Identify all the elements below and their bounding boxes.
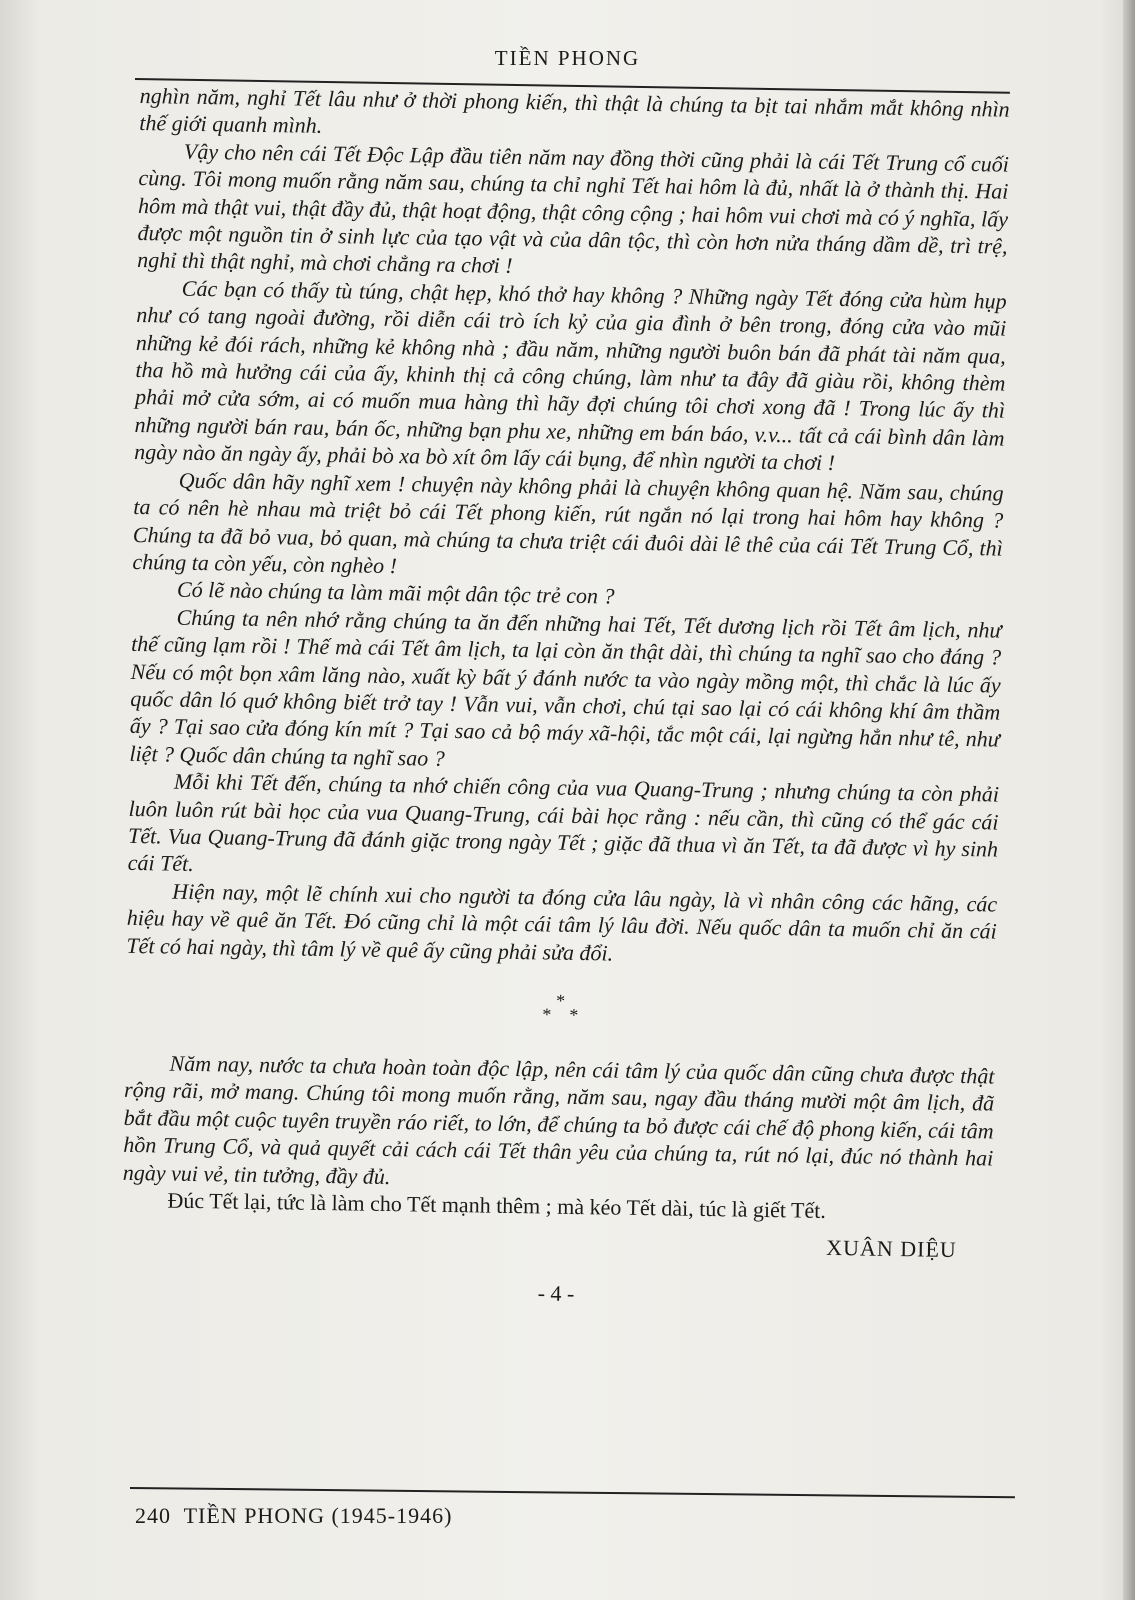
closing-line: Đúc Tết lại, tức là làm cho Tết mạnh thêm ; mà kéo Tết dài, túc là giết Tết. <box>167 1187 827 1223</box>
paragraph: Quốc dân hãy nghĩ xem ! chuyện này không phải là chuyện không quan hệ. Năm sau, chúng ta có nên hè nhau mà triệt bỏ cái Tết phong kiến, rút ngắn nó lại trong hai hôm hay không ? Chúng ta đã bỏ vua, bỏ quan, mà chúng ta chưa triệt cái đuôi dài lê thê của cái Tết Trung Cổ, thì chúng ta còn yếu, còn nghèo ! <box>132 467 1004 579</box>
section-separator <box>125 987 995 1029</box>
binding-edge <box>1123 0 1135 1600</box>
paragraph: Vậy cho nên cái Tết Độc Lập đầu tiên năm nay đồng thời cũng phải là cái Tết Trung cổ cuối cùng. Tôi mong muốn rằng năm sau, chúng ta chỉ nghỉ Tết hai hôm là đủ, nhất là ở thành thị. Hai hôm mà thật vui, thật đầy đủ, thật hoạt động, thật công cộng ; hai hôm vui chơi mà có ý nghĩa, lấy được một nguồn tin ở sinh lực của tạo vật và của dân tộc, thì còn hơn nửa tháng dầm dề, trì trệ, nghỉ thì thật nghỉ, mà chơi chẳng ra chơi ! <box>137 138 1010 279</box>
paragraph: Năm nay, nước ta chưa hoàn toàn độc lập, nên cái tâm lý của quốc dân cũng chưa được thật rộng rãi, mở mang. Chúng tôi mong muốn rằng, năm sau, ngay đầu tháng mười một âm lịch, đã bắt đầu một cuộc tuyên truyền ráo riết, to lớn, để chúng ta bỏ được cái chế độ phong kiến, cái tâm hồn Trung Cổ, và quả quyết cải cách cái Tết thân yêu của chúng ta, rút nó lại, đúc nó thành hai ngày vui vẻ, tin tưởng, đầy đủ. <box>122 1050 995 1189</box>
article-body <box>121 82 1010 1314</box>
paragraph: Có lẽ nào chúng ta làm mãi một dân tộc trẻ con ? <box>176 576 615 609</box>
paragraph: Mỗi khi Tết đến, chúng ta nhớ chiến công của vua Quang-Trung ; nhưng chúng ta còn phải luôn luôn rút bài học của vua Quang-Trung, cái bài học rằng : nếu cần, thì cũng có thể gác cái Tết. Vua Quang-Trung đã đánh giặc trong ngày Tết ; giặc đã thua vì ăn Tết, ta đã được vì hy sinh cái Tết. <box>127 768 1000 877</box>
page-number: - 4 - <box>537 1280 575 1306</box>
author-signature: XUÂN DIỆU <box>825 1235 957 1263</box>
separator-star: * <box>542 1004 552 1025</box>
paragraph: Chúng ta nên nhớ rằng chúng ta ăn đến những hai Tết, Tết dương lịch rồi Tết âm lịch, như thế cũng lạm rồi ! Thế mà cái Tết âm lịch, ta lại còn ăn thật dài, thì chúng ta nghĩ sao cho đáng ? Nếu có một bọn xâm lăng nào, xuất kỳ bất ý đánh nước ta vào ngày mồng một, thì chắc là lúc ấy quốc dân ló quớ không biết trở tay ! Vẫn vui, vẫn chơi, chú tại sao lại có cái không khí âm thầm ấy ? Tại sao cửa đóng kín mít ? Tại sao cả bộ máy xã-hội, tắc một cái, lại ngừng hẳn như tê, như liệt ? Quốc dân chúng ta nghĩ sao ? <box>129 604 1002 771</box>
paragraph: Hiện nay, một lẽ chính xui cho người ta đóng cửa lâu ngày, là vì nhân công các hãng, các hiệu hay về quê ăn Tết. Đó cũng chỉ là một cái tâm lý lâu đời. Nếu quốc dân ta muốn chỉ ăn cái Tết có hai ngày, thì tâm lý về quê ấy cũng phải sửa đổi. <box>126 878 998 966</box>
paragraph: nghìn năm, nghỉ Tết lâu như ở thời phong kiến, thì thật là chúng ta bịt tai nhắm mắt không nhìn thế giới quanh mình. <box>139 82 1010 139</box>
separator-star: * <box>569 1004 579 1025</box>
footer-text: 240 TIỀN PHONG (1945-1946) <box>135 1503 453 1528</box>
footer-rule <box>130 1487 1015 1498</box>
paragraph: Các bạn có thấy tù túng, chật hẹp, khó thở hay không ? Những ngày Tết đóng cửa hùm hụp như có tang ngoài đường, rồi diễn cái trò ích kỷ của gia đình ở bên trong, đóng cửa vào mũi những kẻ đói rách, những kẻ không nhà ; đầu năm, những người buôn bán đã phát tài năm qua, tha hồ mà hưởng cái của ấy, khinh thị cả công chúng, làm như ta đây đã giàu rồi, không thèm phải mở cửa sớm, ai có muốn mua hàng thì hãy đợi chúng tôi chơi xong đã ! Trong lúc ấy thì những người bán rau, bán ốc, những bạn phu xe, những em bán báo, v.v... tất cả cái bình dân làm ngày nào ăn ngày ấy, phải bò xa bò xít ôm lấy cái bụng, để nhìn người ta chơi ! <box>133 275 1007 476</box>
separator-star: * <box>555 990 566 1011</box>
running-head: TIỀN PHONG <box>494 46 641 70</box>
